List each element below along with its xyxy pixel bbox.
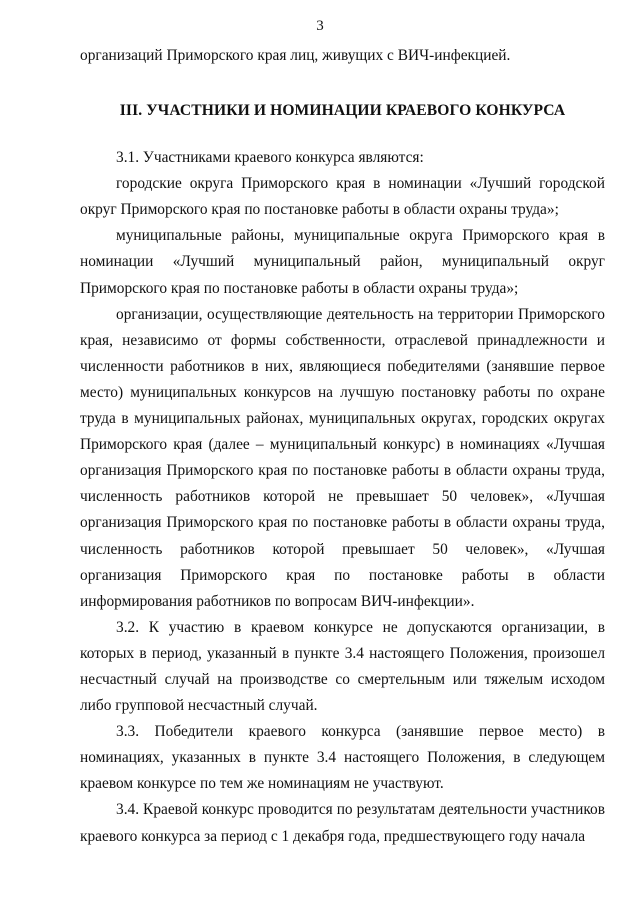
document-body — [80, 43, 605, 850]
paragraph-3-3: 3.3. Победители краевого конкурса (занявшие первое место) в номинациях, указанных в пункте 3.4 настоящего Положения, в следующем краевом конкурсе по тем же номинациям не участвуют. — [80, 723, 605, 793]
continuation-paragraph: организаций Приморского края лиц, живущих с ВИЧ-инфекцией. — [80, 47, 511, 64]
paragraph-organizations: организации, осуществляющие деятельность на территории Приморского края, независимо от формы собственности, отраслевой принадлежности и численности работников в них, являющиеся победителями (занявшие первое место) муниципальных конкурсов на лучшую постановку работы по охране труда в муниципальных районах, муниципальных округах, городских округах Приморского края (далее – муниципальный конкурс) в номинациях «Лучшая организация Приморского края по постановке работы в области охраны труда, численность работников которой не превышает 50 человек», «Лучшая организация Приморского края по постановке работы в области охраны труда, численность работников которой превышает 50 человек», «Лучшая организация Приморского края по постановке работы в области информирования работников по вопросам ВИЧ-инфекции». — [80, 305, 605, 610]
paragraph-3-4: 3.4. Краевой конкурс проводится по результатам деятельности участников краевого конкурса за период с 1 декабря года, предшествующего году начала — [80, 801, 605, 845]
paragraph-3-2: 3.2. К участию в краевом конкурсе не допускаются организации, в которых в период, указанный в пункте 3.4 настоящего Положения, произошел несчастный случай на производстве со смертельным или тяжелым исходом либо групповой несчастный случай. — [80, 618, 605, 715]
paragraph-3-1: 3.1. Участниками краевого конкурса являются: — [116, 149, 424, 167]
paragraph-city-districts: городские округа Приморского края в номинации «Лучший городской округ Приморского края по постановке работы в области охраны труда»; — [80, 175, 605, 219]
page-number: 3 — [316, 18, 324, 34]
paragraph-municipal-districts: муниципальные районы, муниципальные округа Приморского края в номинации «Лучший муниципальный район, муниципальный округ Приморского края по постановке работы в области охраны труда»; — [80, 227, 605, 297]
section-heading: III. УЧАСТНИКИ И НОМИНАЦИИ КРАЕВОГО КОНКУРСА — [119, 102, 566, 120]
